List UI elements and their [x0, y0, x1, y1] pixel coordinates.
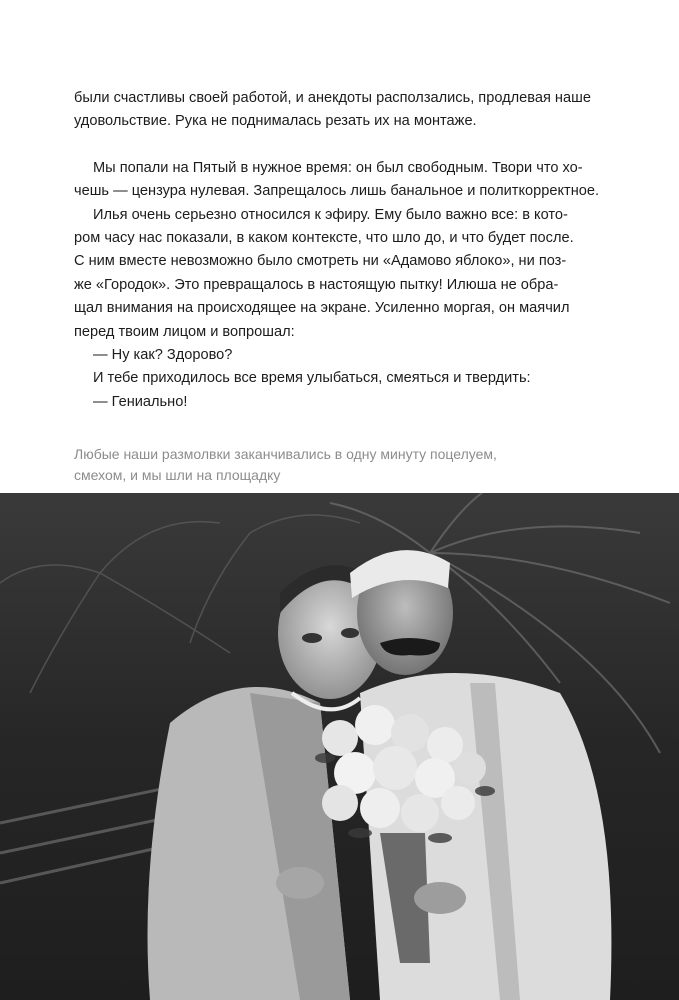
- body-text: [74, 87, 614, 414]
- p2-line-1: Мы попали на Пятый в нужное время: он был свободным. Твори что хо-: [93, 159, 583, 176]
- paragraph-3: [74, 204, 614, 344]
- caption-line-2: смехом, и мы шли на площадку: [74, 467, 281, 483]
- paragraph-5: [74, 367, 614, 390]
- p5-line-1: И тебе приходилось все время улыбаться, смеяться и твердить:: [93, 370, 531, 387]
- p1-line-2: удовольствие. Рука не поднималась резать их на монтаже.: [74, 113, 477, 130]
- photo-caption: [74, 444, 594, 486]
- p6-line-1: — Гениально!: [93, 393, 188, 410]
- paragraph-1: [74, 87, 614, 134]
- p3-line-3: С ним вместе невозможно было смотреть ни «Адамово яблоко», ни поз-: [74, 253, 567, 270]
- p2-line-2: чешь — цензура нулевая. Запрещалось лишь банальное и политкорректное.: [74, 183, 600, 200]
- p3-line-6: перед твоим лицом и вопрошал:: [74, 323, 295, 340]
- paragraph-2: [74, 157, 614, 204]
- p3-line-2: ром часу нас показали, в каком контексте, что шло до, и что будет после.: [74, 230, 574, 247]
- couple-with-roses-photo: [0, 493, 679, 1000]
- dialogue-line-2: [74, 391, 614, 414]
- caption-line-1: Любые наши размолвки заканчивались в одну минуту поцелуем,: [74, 446, 497, 462]
- dialogue-line-1: [74, 344, 614, 367]
- p3-line-1: Илья очень серьезно относился к эфиру. Ему было важно все: в кото-: [93, 206, 568, 223]
- p4-line-1: — Ну как? Здорово?: [93, 347, 233, 364]
- p3-line-4: же «Городок». Это превращалось в настоящую пытку! Илюша не обра-: [74, 276, 559, 293]
- p1-line-1: были счастливы своей работой, и анекдоты расползались, продлевая наше: [74, 90, 591, 106]
- p3-line-5: щал внимания на происходящее на экране. Усиленно моргая, он маячил: [74, 300, 570, 317]
